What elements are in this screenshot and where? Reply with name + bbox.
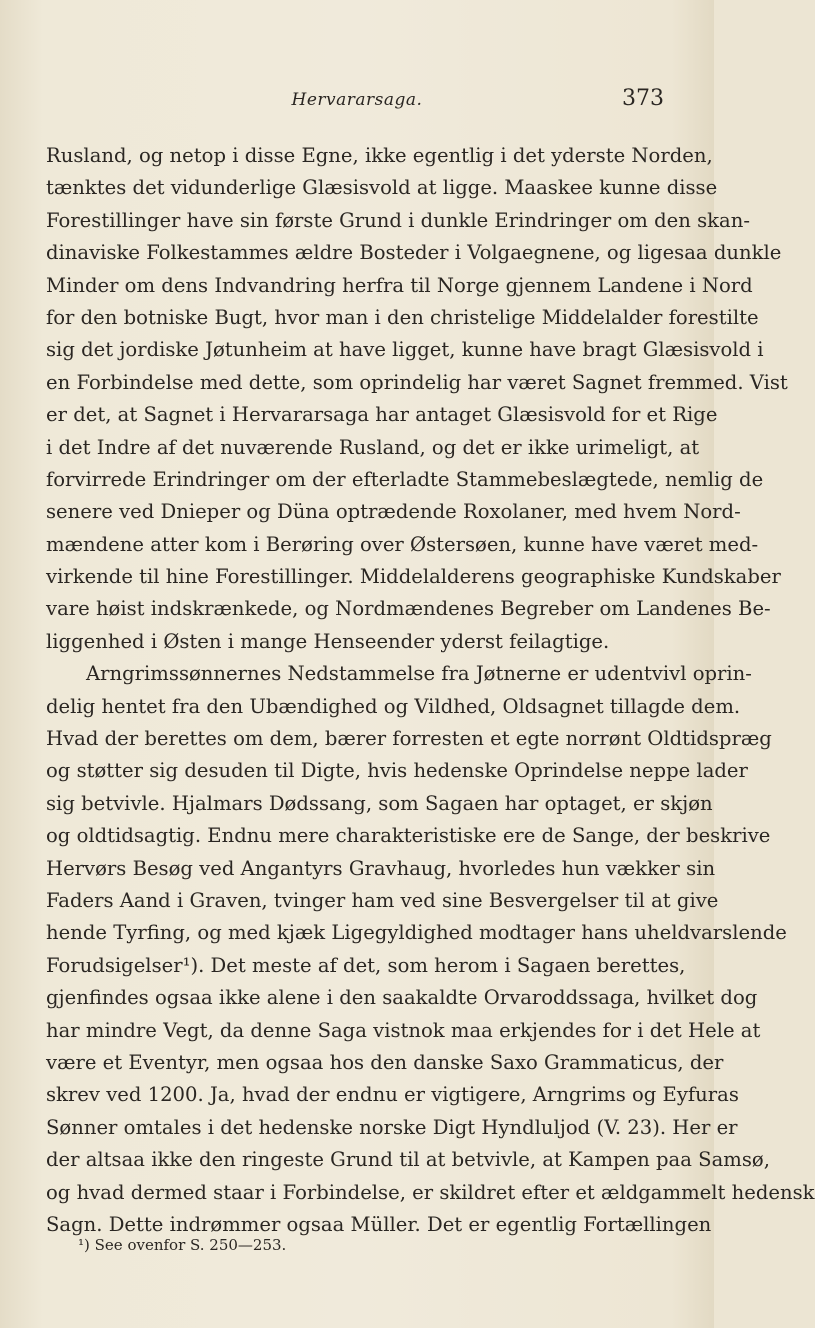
- paragraph-1: [46, 140, 788, 658]
- paragraph-2: [46, 658, 815, 1241]
- text-line: er det, at Sagnet i Hervararsaga har antaget Glæsisvold for et Rige: [46, 403, 718, 427]
- text-line: i det Indre af det nuværende Rusland, og det er ikke urimeligt, at: [46, 435, 700, 459]
- text-line: Hervørs Besøg ved Angantyrs Gravhaug, hvorledes hun vækker sin: [46, 856, 716, 880]
- text-line: senere ved Dnieper og Düna optrædende Roxolaner, med hvem Nord-: [46, 500, 741, 524]
- text-line: Forestillinger have sin første Grund i dunkle Erindringer om den skan-: [46, 208, 750, 232]
- text-line: forvirrede Erindringer om der efterladte Stammebeslægtede, nemlig de: [46, 467, 764, 491]
- text-line: delig hentet fra den Ubændighed og Vildhed, Oldsagnet tillagde dem.: [46, 694, 741, 718]
- text-line: der altsaa ikke den ringeste Grund til at betvivle, at Kampen paa Samsø,: [46, 1148, 770, 1172]
- text-line: sig det jordiske Jøtunheim at have ligget, kunne have bragt Glæsisvold i: [46, 338, 764, 362]
- text-line: gjenfindes ogsaa ikke alene i den saakaldte Orvaroddssaga, hvilket dog: [46, 986, 758, 1010]
- text-line: være et Eventyr, men ogsaa hos den danske Saxo Grammaticus, der: [46, 1050, 724, 1074]
- text-line: og støtter sig desuden til Digte, hvis hedenske Oprindelse neppe lader: [46, 759, 748, 783]
- text-line: Sønner omtales i det hedenske norske Digt Hyndluljod (V. 23). Her er: [46, 1115, 738, 1139]
- text-line: tænktes det vidunderlige Glæsisvold at ligge. Maaskee kunne disse: [46, 176, 718, 200]
- text-line: sig betvivle. Hjalmars Dødssang, som Sagaen har optaget, er skjøn: [46, 791, 713, 815]
- text-line: Faders Aand i Graven, tvinger ham ved sine Besvergelser til at give: [46, 888, 719, 912]
- text-line: Sagn. Dette indrømmer ogsaa Müller. Det er egentlig Fortællingen: [46, 1212, 712, 1236]
- text-line: for den botniske Bugt, hvor man i den christelige Middelalder forestilte: [46, 305, 759, 329]
- text-line: liggenhed i Østen i mange Henseender yderst feilagtige.: [46, 629, 610, 653]
- footnote-text: See ovenfor S. 250—253.: [94, 1236, 287, 1254]
- text-line: virkende til hine Forestillinger. Middelalderens geographiske Kundskaber: [46, 565, 781, 589]
- text-line: skrev ved 1200. Ja, hvad der endnu er vigtigere, Arngrims og Eyfuras: [46, 1083, 739, 1107]
- body-text: [46, 140, 815, 1241]
- page-number: 373: [622, 86, 664, 111]
- text-line: og oldtidsagtig. Endnu mere charakteristiske ere de Sange, der beskrive: [46, 824, 771, 848]
- text-line: mændene atter kom i Berøring over Østersøen, kunne have været med-: [46, 532, 759, 556]
- text-line: Rusland, og netop i disse Egne, ikke egentlig i det yderste Norden,: [46, 144, 713, 167]
- text-line: Hvad der berettes om dem, bærer forresten et egte norrønt Oldtidspræg: [46, 727, 772, 751]
- footnote-marker: ¹): [78, 1236, 90, 1254]
- text-line: Forudsigelser¹). Det meste af det, som herom i Sagaen berettes,: [46, 953, 686, 977]
- text-line: Arngrimssønnernes Nedstammelse fra Jøtnerne er udentvivl oprin-: [86, 662, 752, 686]
- text-line: dinaviske Folkestammes ældre Bosteder i Volgaegnene, og ligesaa dunkle: [46, 241, 782, 265]
- footnote: [78, 1236, 286, 1254]
- text-line: vare høist indskrænkede, og Nordmændenes Begreber om Landenes Be-: [46, 597, 771, 621]
- running-header: Hervararsaga.: [291, 90, 423, 110]
- text-line: har mindre Vegt, da denne Saga vistnok maa erkjendes for i det Hele at: [46, 1018, 761, 1042]
- text-line: en Forbindelse med dette, som oprindelig har været Sagnet fremmed. Vist: [46, 370, 788, 394]
- text-line: og hvad dermed staar i Forbindelse, er skildret efter et ældgammelt hedensk: [46, 1180, 815, 1204]
- text-line: hende Tyrfing, og med kjæk Ligegyldighed modtager hans uheldvarslende: [46, 921, 787, 945]
- text-line: Minder om dens Indvandring herfra til Norge gjennem Landene i Nord: [46, 273, 753, 297]
